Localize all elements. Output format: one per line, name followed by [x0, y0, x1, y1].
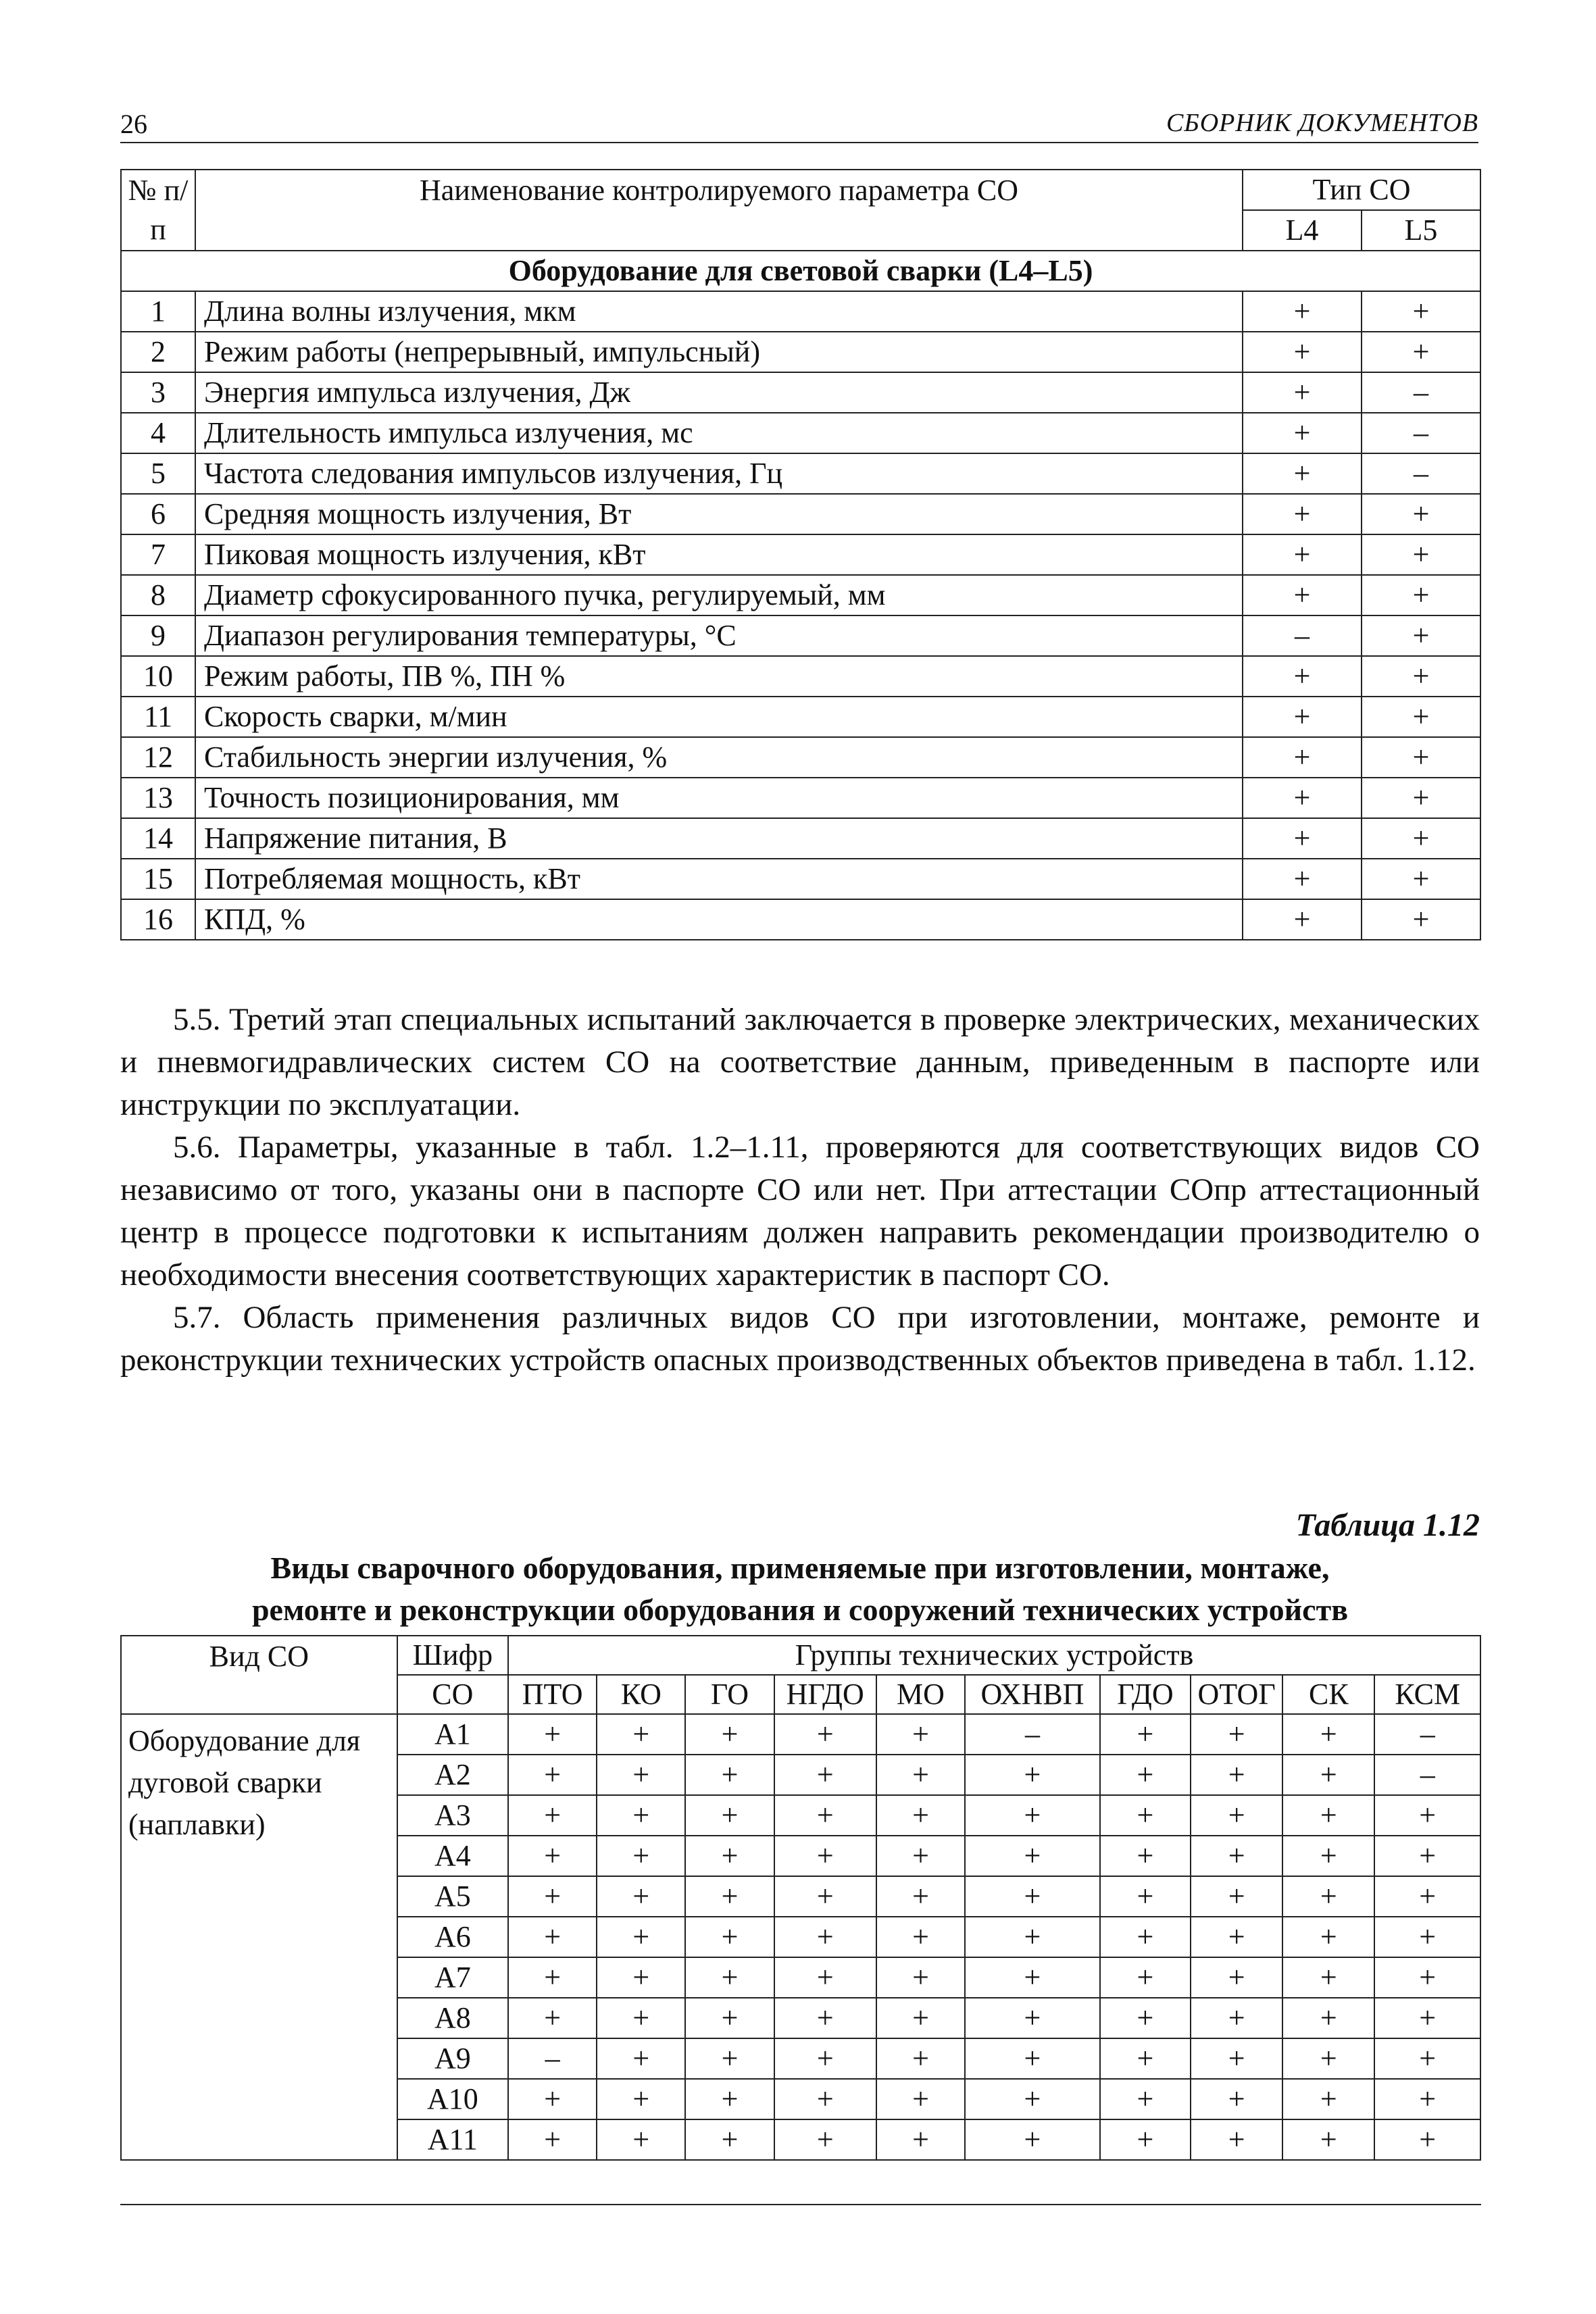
group-mark: +	[597, 2038, 685, 2079]
row-number: 2	[121, 332, 195, 372]
table-row	[121, 899, 1480, 940]
table-title-line: Виды сварочного оборудования, применяемые при изготовлении, монтаже,	[270, 1551, 1330, 1585]
group-mark: +	[685, 1917, 774, 1957]
table-number: Таблица 1.12	[1295, 1507, 1480, 1543]
table-title-line: ремонте и реконструкции оборудования и сооружений технических устройств	[251, 1592, 1349, 1627]
mark-l4: +	[1243, 859, 1362, 899]
parameter-name: КПД, %	[195, 899, 1243, 940]
mark-l4: +	[1243, 413, 1362, 453]
parameter-name: Точность позиционирования, мм	[195, 778, 1243, 818]
mark-l5: +	[1362, 291, 1480, 332]
row-number: 4	[121, 413, 195, 453]
group-mark: +	[1282, 2079, 1374, 2119]
row-number: 5	[121, 453, 195, 494]
row-number: 9	[121, 615, 195, 656]
group-mark: +	[1100, 1714, 1191, 1755]
group-mark: +	[774, 1795, 876, 1836]
group-mark: +	[1374, 1795, 1480, 1836]
column-header-group: ОХНВП	[965, 1675, 1100, 1714]
parameter-name: Режим работы (непрерывный, импульсный)	[195, 332, 1243, 372]
mark-l4: +	[1243, 575, 1362, 615]
group-mark: +	[965, 2119, 1100, 2160]
row-number: 12	[121, 737, 195, 778]
mark-l5: +	[1362, 575, 1480, 615]
group-mark: +	[597, 1917, 685, 1957]
paragraph-5-6: 5.6. Параметры, указанные в табл. 1.2–1.11, проверяются для соответствующих видов СО независимо от того, указаны они в паспорте СО или нет. При аттестации СОпр аттестационный центр в процессе подготовки к испытаниям должен направить рекомендации производителю о необходимости внесения соответствующих характеристик в паспорт СО.	[120, 1130, 1480, 1292]
group-mark: +	[1282, 2119, 1374, 2160]
group-mark: +	[1282, 1998, 1374, 2038]
group-mark: +	[685, 1998, 774, 2038]
group-mark: +	[1282, 1836, 1374, 1876]
table-header-row	[121, 1636, 1480, 1675]
group-mark: +	[1191, 1795, 1282, 1836]
group-mark: +	[508, 2119, 597, 2160]
section-row	[121, 251, 1480, 291]
group-mark: +	[1191, 2038, 1282, 2079]
column-header-group: ПТО	[508, 1675, 597, 1714]
row-number: 11	[121, 697, 195, 737]
equipment-code: А7	[397, 1957, 508, 1998]
group-mark: +	[876, 1755, 965, 1795]
row-number: 1	[121, 291, 195, 332]
column-header-l5: L5	[1362, 210, 1480, 251]
group-mark: +	[1191, 1714, 1282, 1755]
equipment-code: А5	[397, 1876, 508, 1917]
group-mark: +	[774, 2079, 876, 2119]
group-mark: +	[1100, 1795, 1191, 1836]
table-row	[121, 615, 1480, 656]
table-row	[121, 453, 1480, 494]
group-mark: +	[1100, 1917, 1191, 1957]
group-mark: +	[1191, 1957, 1282, 1998]
column-header-group: НГДО	[774, 1675, 876, 1714]
group-mark: +	[876, 2079, 965, 2119]
column-header-group: КО	[597, 1675, 685, 1714]
group-mark: +	[597, 2079, 685, 2119]
parameter-name: Длительность импульса излучения, мс	[195, 413, 1243, 453]
group-mark: +	[1100, 2079, 1191, 2119]
column-header-group: КСМ	[1374, 1675, 1480, 1714]
column-header-group: СК	[1282, 1675, 1374, 1714]
table-row	[121, 372, 1480, 413]
group-mark: +	[685, 2079, 774, 2119]
group-mark: +	[1282, 1795, 1374, 1836]
column-header-type: Тип СО	[1243, 170, 1480, 210]
column-header-group: МО	[876, 1675, 965, 1714]
footer-rule	[120, 2204, 1481, 2205]
mark-l4: +	[1243, 778, 1362, 818]
mark-l4: +	[1243, 697, 1362, 737]
equipment-code: А4	[397, 1836, 508, 1876]
group-mark: +	[508, 1714, 597, 1755]
group-mark: +	[597, 2119, 685, 2160]
row-number: 16	[121, 899, 195, 940]
group-mark: +	[1374, 1998, 1480, 2038]
row-number: 15	[121, 859, 195, 899]
column-header-number: № п/п	[121, 170, 195, 251]
group-mark: +	[965, 1755, 1100, 1795]
parameter-name: Длина волны излучения, мкм	[195, 291, 1243, 332]
group-mark: +	[1282, 1755, 1374, 1795]
group-mark: +	[1191, 1998, 1282, 2038]
column-header-group: ГДО	[1100, 1675, 1191, 1714]
column-header-code: Шифр	[397, 1636, 508, 1675]
group-mark: +	[1374, 2079, 1480, 2119]
table-row	[121, 575, 1480, 615]
group-mark: +	[774, 1876, 876, 1917]
group-mark: +	[597, 1836, 685, 1876]
group-mark: +	[1374, 1917, 1480, 1957]
group-mark: +	[774, 1836, 876, 1876]
parameter-name: Диаметр сфокусированного пучка, регулируемый, мм	[195, 575, 1243, 615]
group-mark: +	[1191, 1755, 1282, 1795]
group-mark: +	[508, 1795, 597, 1836]
equipment-code: А8	[397, 1998, 508, 2038]
paragraph-5-7: 5.7. Область применения различных видов СО при изготовлении, монтаже, ремонте и реконструкции технических устройств опасных производственных объектов приведена в табл. 1.12.	[120, 1300, 1480, 1378]
mark-l5: +	[1362, 534, 1480, 575]
group-mark: +	[508, 1917, 597, 1957]
equipment-code: А2	[397, 1755, 508, 1795]
page-header	[120, 108, 1478, 143]
section-title: Оборудование для световой сварки (L4–L5)	[121, 251, 1480, 291]
mark-l5: +	[1362, 697, 1480, 737]
row-number: 10	[121, 656, 195, 697]
table-row	[121, 859, 1480, 899]
table-row	[121, 534, 1480, 575]
group-mark: +	[1100, 1998, 1191, 2038]
group-mark: +	[774, 1755, 876, 1795]
group-mark: +	[508, 1998, 597, 2038]
group-mark: –	[965, 1714, 1100, 1755]
row-number: 7	[121, 534, 195, 575]
group-mark: +	[876, 1957, 965, 1998]
group-mark: +	[1191, 2119, 1282, 2160]
group-mark: +	[1100, 2038, 1191, 2079]
equipment-groups-table	[120, 1635, 1481, 2161]
group-mark: +	[597, 1795, 685, 1836]
mark-l5: +	[1362, 818, 1480, 859]
mark-l4: –	[1243, 615, 1362, 656]
group-mark: –	[508, 2038, 597, 2079]
column-header-parameter: Наименование контролируемого параметра СО	[195, 170, 1243, 251]
mark-l4: +	[1243, 534, 1362, 575]
group-mark: +	[685, 1755, 774, 1795]
table-row	[121, 1714, 1480, 1755]
group-mark: +	[508, 1957, 597, 1998]
group-mark: +	[508, 2079, 597, 2119]
mark-l5: –	[1362, 453, 1480, 494]
group-mark: +	[876, 1795, 965, 1836]
paragraph-5-5: 5.5. Третий этап специальных испытаний заключается в проверке электрических, механических и пневмогидравлических систем СО на соответствие данным, приведенным в паспорте или инструкции по эксплуатации.	[120, 1002, 1480, 1122]
mark-l4: +	[1243, 899, 1362, 940]
equipment-code: А11	[397, 2119, 508, 2160]
group-mark: +	[597, 1957, 685, 1998]
body-text	[120, 999, 1480, 1382]
group-mark: +	[597, 1876, 685, 1917]
group-mark: +	[1100, 1755, 1191, 1795]
mark-l4: +	[1243, 656, 1362, 697]
group-mark: +	[1100, 1836, 1191, 1876]
parameter-name: Режим работы, ПВ %, ПН %	[195, 656, 1243, 697]
group-mark: +	[508, 1836, 597, 1876]
parameter-name: Скорость сварки, м/мин	[195, 697, 1243, 737]
group-mark: +	[1191, 1876, 1282, 1917]
mark-l4: +	[1243, 332, 1362, 372]
row-number: 13	[121, 778, 195, 818]
mark-l5: +	[1362, 899, 1480, 940]
row-number: 14	[121, 818, 195, 859]
group-mark: +	[685, 1957, 774, 1998]
table-row	[121, 778, 1480, 818]
group-mark: +	[508, 1876, 597, 1917]
parameter-name: Потребляемая мощность, кВт	[195, 859, 1243, 899]
row-number: 8	[121, 575, 195, 615]
equipment-kind: Оборудование для дуговой сварки (наплавки)	[121, 1714, 397, 2160]
parameter-name: Средняя мощность излучения, Вт	[195, 494, 1243, 534]
group-mark: +	[1191, 2079, 1282, 2119]
mark-l5: +	[1362, 859, 1480, 899]
parameter-name: Напряжение питания, В	[195, 818, 1243, 859]
running-title: СБОРНИК ДОКУМЕНТОВ	[1166, 109, 1478, 137]
table-row	[121, 413, 1480, 453]
mark-l4: +	[1243, 494, 1362, 534]
group-mark: +	[1374, 1957, 1480, 1998]
parameters-table	[120, 169, 1481, 940]
page-number: 26	[120, 109, 147, 139]
group-mark: +	[1282, 2038, 1374, 2079]
mark-l4: +	[1243, 453, 1362, 494]
table-row	[121, 332, 1480, 372]
parameter-name: Частота следования импульсов излучения, Гц	[195, 453, 1243, 494]
column-header-code: СО	[397, 1675, 508, 1714]
group-mark: +	[965, 1795, 1100, 1836]
equipment-code: А1	[397, 1714, 508, 1755]
group-mark: +	[965, 1917, 1100, 1957]
group-mark: +	[1191, 1836, 1282, 1876]
mark-l5: +	[1362, 656, 1480, 697]
mark-l4: +	[1243, 291, 1362, 332]
group-mark: +	[685, 2038, 774, 2079]
table-row	[121, 494, 1480, 534]
group-mark: +	[685, 1714, 774, 1755]
group-mark: +	[685, 2119, 774, 2160]
group-mark: –	[1374, 1755, 1480, 1795]
equipment-code: А6	[397, 1917, 508, 1957]
group-mark: +	[965, 2038, 1100, 2079]
group-mark: +	[876, 1917, 965, 1957]
table-title	[120, 1547, 1480, 1631]
group-mark: +	[1100, 1957, 1191, 1998]
mark-l5: +	[1362, 494, 1480, 534]
group-mark: +	[597, 1714, 685, 1755]
mark-l4: +	[1243, 818, 1362, 859]
row-number: 3	[121, 372, 195, 413]
column-header-kind: Вид СО	[121, 1636, 397, 1714]
mark-l5: +	[1362, 332, 1480, 372]
equipment-code: А9	[397, 2038, 508, 2079]
group-mark: +	[1374, 2119, 1480, 2160]
column-header-group: ОТОГ	[1191, 1675, 1282, 1714]
table-row	[121, 737, 1480, 778]
group-mark: +	[1282, 1714, 1374, 1755]
parameter-name: Энергия импульса излучения, Дж	[195, 372, 1243, 413]
group-mark: +	[1191, 1917, 1282, 1957]
column-header-groups: Группы технических устройств	[508, 1636, 1480, 1675]
group-mark: +	[876, 2038, 965, 2079]
group-mark: +	[965, 1998, 1100, 2038]
group-mark: –	[1374, 1714, 1480, 1755]
group-mark: +	[965, 1876, 1100, 1917]
group-mark: +	[1374, 1836, 1480, 1876]
table-row	[121, 656, 1480, 697]
group-mark: +	[685, 1876, 774, 1917]
group-mark: +	[876, 1998, 965, 2038]
column-header-l4: L4	[1243, 210, 1362, 251]
group-mark: +	[774, 2038, 876, 2079]
group-mark: +	[1100, 1876, 1191, 1917]
column-header-group: ГО	[685, 1675, 774, 1714]
equipment-code: А10	[397, 2079, 508, 2119]
equipment-code: А3	[397, 1795, 508, 1836]
group-mark: +	[774, 1957, 876, 1998]
mark-l5: –	[1362, 413, 1480, 453]
mark-l5: +	[1362, 778, 1480, 818]
group-mark: +	[597, 1755, 685, 1795]
table-row	[121, 818, 1480, 859]
group-mark: +	[1374, 2038, 1480, 2079]
mark-l5: +	[1362, 737, 1480, 778]
group-mark: +	[876, 1876, 965, 1917]
mark-l5: –	[1362, 372, 1480, 413]
table-row	[121, 291, 1480, 332]
group-mark: +	[1282, 1917, 1374, 1957]
parameter-name: Стабильность энергии излучения, %	[195, 737, 1243, 778]
group-mark: +	[965, 1957, 1100, 1998]
group-mark: +	[965, 2079, 1100, 2119]
group-mark: +	[1374, 1876, 1480, 1917]
row-number: 6	[121, 494, 195, 534]
parameter-name: Диапазон регулирования температуры, °С	[195, 615, 1243, 656]
group-mark: +	[685, 1836, 774, 1876]
mark-l5: +	[1362, 615, 1480, 656]
table-row	[121, 697, 1480, 737]
group-mark: +	[876, 1836, 965, 1876]
parameter-name: Пиковая мощность излучения, кВт	[195, 534, 1243, 575]
group-mark: +	[774, 1917, 876, 1957]
group-mark: +	[1282, 1957, 1374, 1998]
group-mark: +	[774, 1998, 876, 2038]
group-mark: +	[1282, 1876, 1374, 1917]
group-mark: +	[597, 1998, 685, 2038]
group-mark: +	[876, 2119, 965, 2160]
group-mark: +	[508, 1755, 597, 1795]
group-mark: +	[774, 2119, 876, 2160]
group-mark: +	[774, 1714, 876, 1755]
group-mark: +	[965, 1836, 1100, 1876]
mark-l4: +	[1243, 372, 1362, 413]
table-header-row	[121, 170, 1480, 210]
group-mark: +	[876, 1714, 965, 1755]
group-mark: +	[685, 1795, 774, 1836]
mark-l4: +	[1243, 737, 1362, 778]
group-mark: +	[1100, 2119, 1191, 2160]
